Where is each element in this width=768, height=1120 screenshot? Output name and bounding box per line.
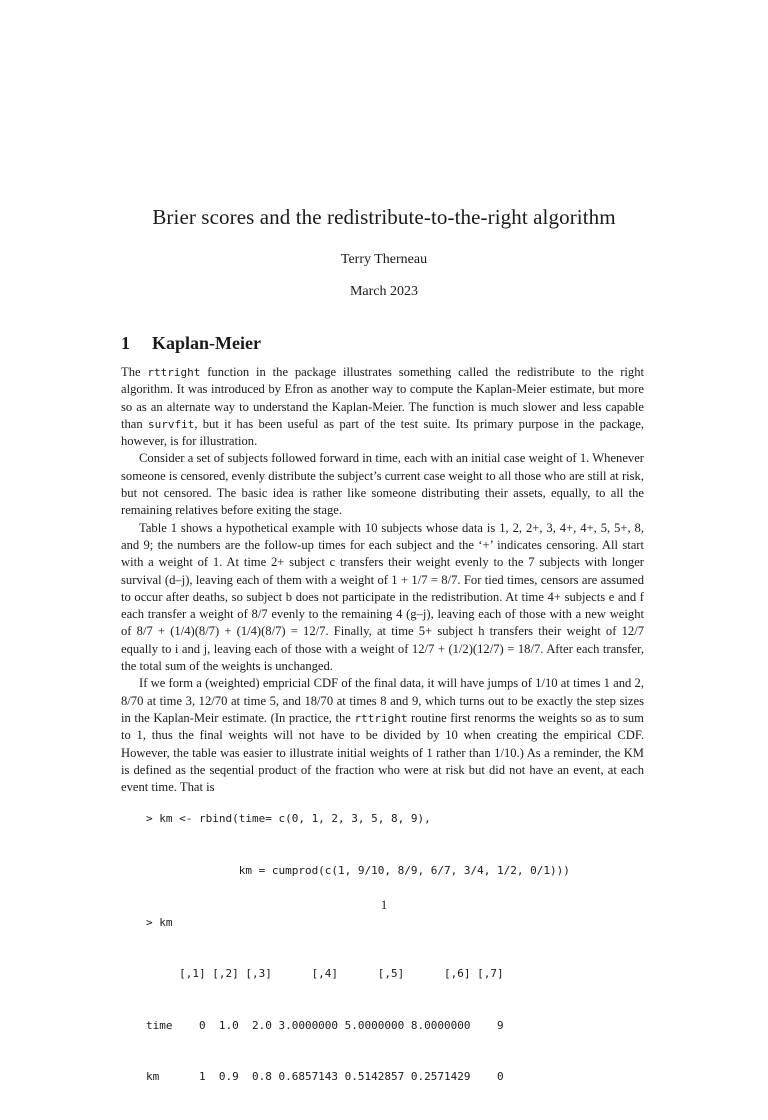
text-run: routine first renorms the weights so as to sum to 1, thus the final weights will not have to be divided by 10 when creating the empirical CDF. However, the table was easier to illustrate initial weights of 1 rather than 1/10.) As a reminder, the KM is defined as the seqential product of the fraction who were at risk but did not have an event, at each event time. That is bbox=[121, 710, 644, 795]
page-number: 1 bbox=[380, 898, 388, 912]
code-line: > km bbox=[146, 915, 173, 929]
code-line: [,1] [,2] [,3] [,4] [,5] [,6] [,7] bbox=[146, 967, 504, 981]
section-heading bbox=[121, 333, 261, 354]
inline-code-survfit: survfit bbox=[147, 417, 195, 431]
text-run: , but it has been useful as part of the test suite. Its primary purpose in the package, however, is for illustration. bbox=[121, 416, 644, 449]
paragraph-example: Table 1 shows a hypothetical example with 10 subjects whose data is 1, 2, 2+, 3, 4+, 4+, 5, 5+, 8, and 9; the numbers are the follow-up times for each subject and the ‘+’ indicates censoring. All start with a weight of 1. At time 2+ subject c transfers their weight evenly to the 7 subjects with longer survival (d–j), leaving each of them with a weight of 1 + 1/7 = 8/7. For tied times, censors are assumed to occur after deaths, so subject b does not participate in the redistribution. At time 4+ subjects e and f each transfer a weight of 8/7 evenly to the remaining 4 (g–j), leaving each of those with a new weight of 8/7 + (1/4)(8/7) + (1/4)(8/7) = 12/7. Finally, at time 5+ subject h transfers their weight of 12/7 equally to i and j, leaving each of those with a weight of 12/7 + (1/2)(12/7) = 18/7. After each transfer, the total sum of the weights is unchanged. bbox=[121, 520, 644, 674]
code-line: time 0 1.0 2.0 3.0000000 5.0000000 8.0000000 9 bbox=[146, 1018, 504, 1032]
code-line: > km <- rbind(time= c(0, 1, 2, 3, 5, 8, 9), bbox=[146, 812, 431, 826]
text-run: function in the package illustrates something called the redistribute to the right algorithm. It was introduced by Efron as another way to compute the Kaplan-Meier estimate, but more so as an alternate way to understand the Kaplan-Meier. The function is much slower and less capable than bbox=[121, 365, 645, 431]
section-title: Kaplan-Meier bbox=[152, 333, 261, 353]
inline-code-rttright: rttright bbox=[354, 711, 408, 725]
code-line: km = cumprod(c(1, 9/10, 8/9, 6/7, 3/4, 1/2, 0/1))) bbox=[146, 864, 570, 877]
section-number: 1 bbox=[121, 333, 130, 353]
code-block bbox=[146, 776, 570, 1120]
author-name: Terry Therneau bbox=[340, 252, 428, 267]
text-run: If we form a (weighted) empricial CDF of the final data, it will have jumps of 1/10 at times 1 and 2, 8/70 at time 3, 12/70 at time 5, and 18/70 at times 8 and 9, which turns out to be exactly the step sizes in the Kaplan-Meir estimate. (In practice, the bbox=[121, 676, 644, 725]
paragraph-intro bbox=[121, 364, 644, 450]
document-title: Brier scores and the redistribute-to-the-right algorithm bbox=[152, 205, 616, 229]
document-date: March 2023 bbox=[349, 284, 419, 299]
body-text bbox=[121, 364, 644, 796]
code-line: km 1 0.9 0.8 0.6857143 0.5142857 0.2571429 0 bbox=[146, 1070, 504, 1084]
inline-code-rttright: rttright bbox=[147, 366, 201, 379]
text-run: The bbox=[121, 365, 148, 379]
paragraph-weights: Consider a set of subjects followed forward in time, each with an initial case weight of 1. Whenever someone is censored, evenly distribute the subject’s current case weight to all those who are still at risk, but not censored. The basic idea is rather like someone distributing their assets, equally, to all the remaining relatives before exiting the stage. bbox=[121, 451, 644, 518]
